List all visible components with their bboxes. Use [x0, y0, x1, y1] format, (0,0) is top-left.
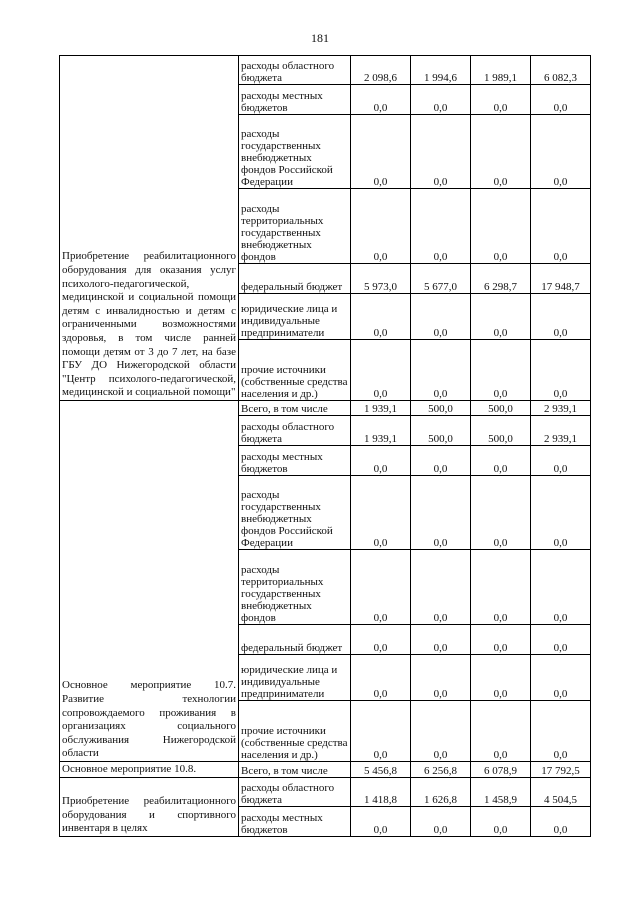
year1-value: 0,0 [351, 625, 411, 655]
total-value: 0,0 [531, 340, 591, 401]
total-value: 0,0 [531, 446, 591, 476]
total-value: 17 792,5 [531, 762, 591, 778]
year3-value: 0,0 [471, 550, 531, 625]
year1-value: 0,0 [351, 340, 411, 401]
year2-value: 0,0 [411, 115, 471, 189]
total-value: 17 948,7 [531, 264, 591, 294]
year1-value: 0,0 [351, 85, 411, 115]
year3-value: 1 989,1 [471, 56, 531, 85]
year3-value: 0,0 [471, 85, 531, 115]
year2-value: 1 994,6 [411, 56, 471, 85]
funding-source-cell: расходы местных бюджетов [239, 446, 351, 476]
year1-value: 1 939,1 [351, 416, 411, 446]
year3-value: 0,0 [471, 807, 531, 837]
total-value: 0,0 [531, 294, 591, 340]
year2-value: 0,0 [411, 189, 471, 264]
activity-cell: Приобретение реабилитационного оборудования и спортивного инвентаря в целях [60, 778, 239, 837]
funding-source-cell: расходы государственных внебюджетных фондов Российской Федерации [239, 115, 351, 189]
year1-value: 0,0 [351, 550, 411, 625]
total-value: 0,0 [531, 115, 591, 189]
year2-value: 0,0 [411, 625, 471, 655]
year3-value: 0,0 [471, 115, 531, 189]
year1-value: 0,0 [351, 189, 411, 264]
table-row [60, 778, 591, 807]
funding-source-cell: расходы областного бюджета [239, 56, 351, 85]
total-value: 0,0 [531, 701, 591, 762]
budget-table [59, 55, 591, 837]
year3-value: 0,0 [471, 655, 531, 701]
year3-value: 0,0 [471, 446, 531, 476]
year2-value: 0,0 [411, 550, 471, 625]
total-value: 0,0 [531, 476, 591, 550]
funding-source-cell: Всего, в том числе [239, 762, 351, 778]
year3-value: 6 078,9 [471, 762, 531, 778]
year2-value: 0,0 [411, 294, 471, 340]
total-value: 4 504,5 [531, 778, 591, 807]
total-value: 0,0 [531, 550, 591, 625]
year3-value: 6 298,7 [471, 264, 531, 294]
funding-source-cell: расходы государственных внебюджетных фондов Российской Федерации [239, 476, 351, 550]
year1-value: 0,0 [351, 701, 411, 762]
year2-value: 5 677,0 [411, 264, 471, 294]
year1-value: 0,0 [351, 476, 411, 550]
year2-value: 500,0 [411, 401, 471, 416]
funding-source-cell: расходы местных бюджетов [239, 85, 351, 115]
total-value: 0,0 [531, 807, 591, 837]
year2-value: 6 256,8 [411, 762, 471, 778]
table-row [60, 401, 591, 416]
funding-source-cell: юридические лица и индивидуальные предприниматели [239, 655, 351, 701]
year2-value: 500,0 [411, 416, 471, 446]
funding-source-cell: прочие источники (собственные средства населения и др.) [239, 340, 351, 401]
year3-value: 1 458,9 [471, 778, 531, 807]
funding-source-cell: Всего, в том числе [239, 401, 351, 416]
funding-source-cell: расходы областного бюджета [239, 416, 351, 446]
total-value: 6 082,3 [531, 56, 591, 85]
page-number: 181 [311, 31, 329, 45]
table-row [60, 762, 591, 778]
year2-value: 0,0 [411, 655, 471, 701]
total-value: 0,0 [531, 655, 591, 701]
year1-value: 1 418,8 [351, 778, 411, 807]
funding-source-cell: федеральный бюджет [239, 264, 351, 294]
funding-source-cell: расходы местных бюджетов [239, 807, 351, 837]
year2-value: 0,0 [411, 476, 471, 550]
year1-value: 2 098,6 [351, 56, 411, 85]
year1-value: 0,0 [351, 294, 411, 340]
year3-value: 0,0 [471, 625, 531, 655]
year1-value: 0,0 [351, 115, 411, 189]
year1-value: 0,0 [351, 655, 411, 701]
year2-value: 0,0 [411, 446, 471, 476]
total-value: 2 939,1 [531, 416, 591, 446]
funding-source-cell: федеральный бюджет [239, 625, 351, 655]
total-value: 0,0 [531, 189, 591, 264]
funding-source-cell: расходы территориальных государственных внебюджетных фондов [239, 550, 351, 625]
year3-value: 500,0 [471, 401, 531, 416]
year1-value: 1 939,1 [351, 401, 411, 416]
funding-source-cell: прочие источники (собственные средства населения и др.) [239, 701, 351, 762]
year3-value: 0,0 [471, 189, 531, 264]
year3-value: 0,0 [471, 340, 531, 401]
total-value: 0,0 [531, 85, 591, 115]
year1-value: 0,0 [351, 446, 411, 476]
activity-cell: Основное мероприятие 10.8. [60, 762, 239, 778]
year2-value: 0,0 [411, 701, 471, 762]
year1-value: 0,0 [351, 807, 411, 837]
funding-source-cell: юридические лица и индивидуальные предприниматели [239, 294, 351, 340]
funding-source-cell: расходы территориальных государственных внебюджетных фондов [239, 189, 351, 264]
year1-value: 5 973,0 [351, 264, 411, 294]
activity-cell: Основное мероприятие 10.7. Развитие технологии сопровождаемого проживания в организациях социального обслуживания Нижегородской области [60, 401, 239, 762]
year2-value: 0,0 [411, 340, 471, 401]
funding-source-cell: расходы областного бюджета [239, 778, 351, 807]
year3-value: 0,0 [471, 294, 531, 340]
year3-value: 0,0 [471, 701, 531, 762]
year3-value: 500,0 [471, 416, 531, 446]
total-value: 0,0 [531, 625, 591, 655]
year2-value: 0,0 [411, 807, 471, 837]
activity-cell: Приобретение реабилитационного оборудования для оказания услуг психолого-педагогической, медицинской и социальной помощи детям с инвалидностью и детям с ограниченными возможностями здоровья, в том числе ранней помощи детям от 3 до 7 лет, на базе ГБУ ДО Нижегородской области "Центр психолого-педагогической, медицинской и социальной помощи" [60, 56, 239, 401]
year2-value: 0,0 [411, 85, 471, 115]
year2-value: 1 626,8 [411, 778, 471, 807]
total-value: 2 939,1 [531, 401, 591, 416]
year1-value: 5 456,8 [351, 762, 411, 778]
table-row [60, 56, 591, 85]
year3-value: 0,0 [471, 476, 531, 550]
